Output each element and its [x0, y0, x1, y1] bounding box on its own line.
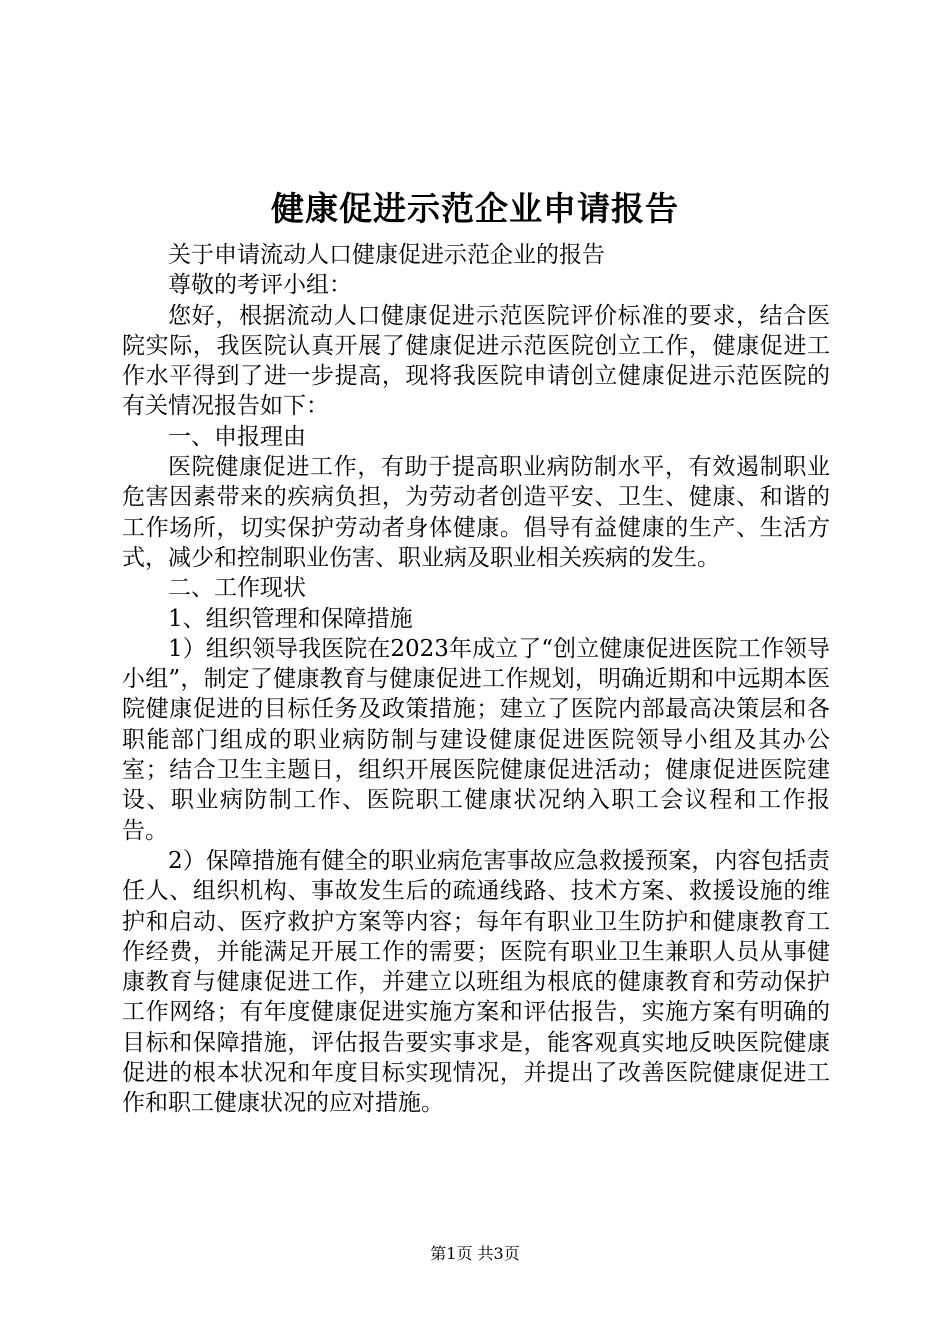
heading-reason: 一、申报理由 — [168, 423, 306, 450]
paragraph-safeguards: 2）保障措施有健全的职业病危害事故应急救援预案，内容包括责任人、组织机构、事故发生后的疏通线路、技术方案、救援设施的维护和启动、医疗救护方案等内容；每年有职业卫生防护和健康教育工作经费，并能满足开展工作的需要；医院有职业卫生兼职人员从事健康教育与健康促进工作，并建立以班组为根底的健康教育和劳动保护工作网络；有年度健康促进实施方案和评估报告，实施方案有明确的目标和保障措施，评估报告要实事求是，能客观真实地反映医院健康促进的根本状况和年度目标实现情况，并提出了改善医院健康促进工作和职工健康状况的应对措施。 — [122, 847, 830, 1117]
paragraph-salutation: 尊敬的考评小组： — [168, 272, 352, 299]
paragraph-reason: 医院健康促进工作，有助于提高职业病防制水平，有效遏制职业危害因素带来的疾病负担，为劳动者创造平安、卫生、健康、和谐的工作场所，切实保护劳动者身体健康。倡导有益健康的生产、生活方式，减少和控制职业伤害、职业病及职业相关疾病的发生。 — [122, 454, 830, 571]
paragraph-introduction: 您好，根据流动人口健康促进示范医院评价标准的要求，结合医院实际，我医院认真开展了健康促进示范医院创立工作，健康促进工作水平得到了进一步提高，现将我医院申请创立健康促进示范医院的有关情况报告如下： — [122, 302, 830, 420]
page-footer: 第1页 共3页 — [430, 1244, 520, 1263]
subheading-organization: 1、组织管理和保障措施 — [168, 605, 413, 632]
paragraph-leadership: 1）组织领导我医院在2023年成立了“创立健康促进医院工作领导小组”，制定了健康教育与健康促进工作规划，明确近期和中远期本医院健康促进的目标任务及政策措施；建立了医院内部最高决策层和各职能部门组成的职业病防制与建设健康促进医院领导小组及其办公室；结合卫生主题日，组织开展医院健康促进活动；健康促进医院建设、职业病防制工作、医院职工健康状况纳入职工会议程和工作报告。 — [122, 635, 830, 844]
document-body — [122, 240, 830, 1119]
paragraph-report-subject: 关于申请流动人口健康促进示范企业的报告 — [168, 242, 605, 268]
heading-status: 二、工作现状 — [168, 575, 306, 602]
document-title: 健康促进示范企业申请报告 — [271, 189, 679, 228]
